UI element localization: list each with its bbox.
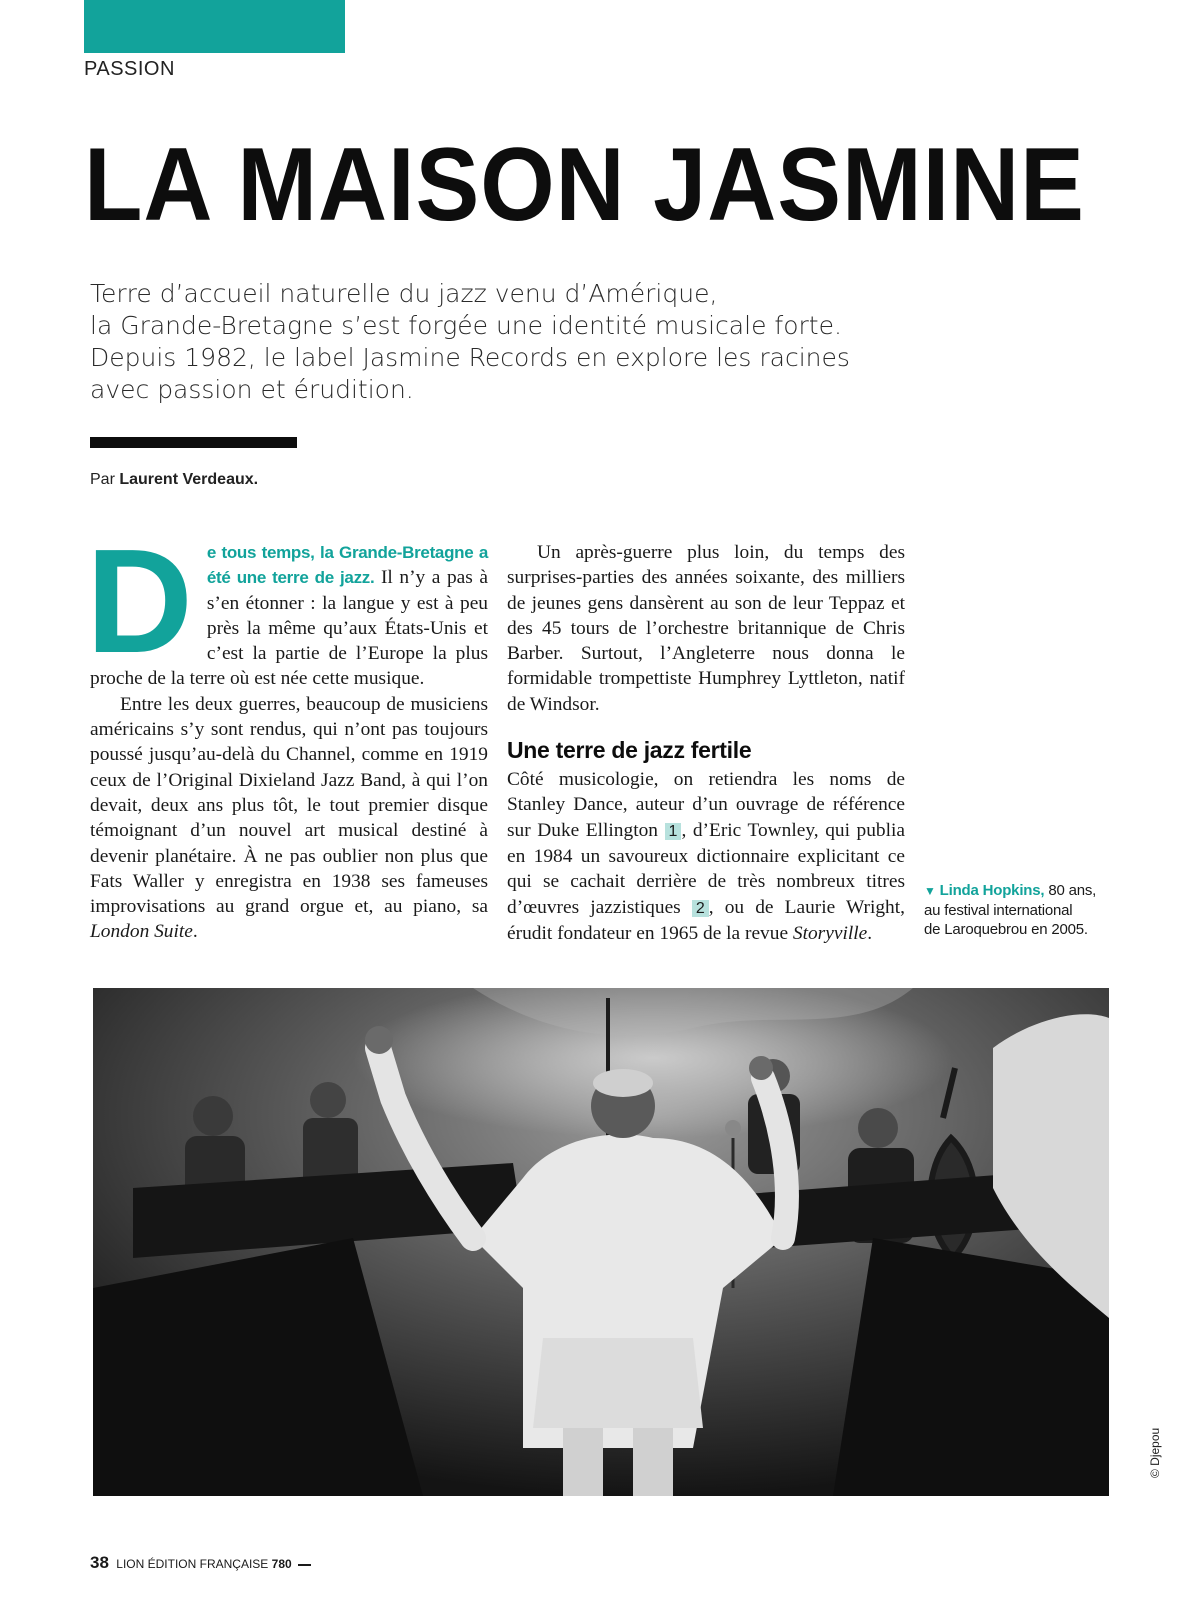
section-label: PASSION (84, 58, 175, 80)
paragraph-text: , d’Eric Townley, qui publia en 1984 un savoureux dictionnaire explicitant ce qui se cachait derrière de très nombreux titres d’œuvres jazzistiques (507, 819, 905, 918)
page-footer (90, 1553, 311, 1573)
magazine-name: LION ÉDITION FRANÇAISE (116, 1557, 269, 1571)
reference-marker-2: 2 (692, 900, 709, 917)
paragraph-text: Il n’y a pas à s’en étonner : la langue y est à peu près la même qu’aux États-Unis et c’est la partie de l’Europe la plus proche de la terre où est née cette musique. (90, 567, 488, 690)
paragraph-end: . (192, 921, 198, 943)
photo-caption (924, 881, 1114, 939)
concert-photo (93, 988, 1109, 1496)
article-title: LA MAISON JASMINE (84, 127, 1085, 243)
caption-triangle-icon: ▼ (924, 884, 936, 898)
paragraph-text: Côté musicologie, on retiendra les noms de Stanley Dance, auteur d’un ouvrage de référence sur Duke Ellington (507, 769, 905, 841)
paragraph-end: . (867, 922, 873, 944)
byline-prefix: Par (90, 471, 115, 488)
paragraph (90, 692, 488, 945)
section-color-bar (84, 0, 345, 53)
paragraph (86, 519, 488, 692)
paragraph: Un après-guerre plus loin, du temps des surprises-parties des années soixante, des milliers de jeunes gens dansèrent au son de leur Teppaz et des 45 tours de l’orchestre britannique de Chris Barber. Surtout, l’Angleterre nous donna le formidable trompettiste Humphrey Lyttleton, natif de Windsor. (507, 542, 905, 715)
page-number: 38 (90, 1553, 109, 1572)
work-title: London Suite (90, 921, 193, 943)
reference-marker-1: 1 (665, 823, 682, 840)
caption-text: au festival international (924, 902, 1073, 919)
standfirst-line: Depuis 1982, le label Jasmine Records en explore les racines (90, 343, 850, 372)
caption-text: 80 ans, (1044, 882, 1097, 899)
drop-cap: D (86, 519, 193, 684)
caption-text: de Laroquebrou en 2005. (924, 921, 1088, 938)
standfirst-line: Terre d’accueil naturelle du jazz venu d’Amérique, (90, 279, 718, 308)
article-standfirst (90, 278, 890, 406)
concert-photo-illustration (93, 988, 1109, 1496)
standfirst-line: avec passion et érudition. (90, 375, 414, 404)
byline (90, 471, 258, 489)
byline-author: Laurent Verdeaux. (119, 471, 259, 488)
title-rule (90, 437, 297, 448)
paragraph-text: , ou de Laurie Wright, érudit fondateur en 1965 de la revue (507, 896, 905, 944)
caption-name: Linda Hopkins, (939, 882, 1045, 899)
lead-in: e tous temps, la Grande-Bretagne a été une terre de jazz. (206, 543, 488, 588)
article-column-1 (86, 519, 488, 945)
magazine-title: Storyville (792, 922, 868, 944)
article-column-2 (507, 540, 905, 946)
paragraph (507, 767, 905, 946)
paragraph-text: Entre les deux guerres, beaucoup de musiciens américains s’y sont rendus, qui n’ont pas toujours poussé jusqu’au-delà du Channel, comme en 1919 ceux de l’Original Dixieland Jazz Band, à qui l’on devait, deux ans plus tôt, le tout premier disque témoignant d’un nouvel art musical destiné à devenir planétaire. À ne pas oublier non plus que Fats Waller y enregistra en 1938 ses fameuses improvisations au grand orgue et, au piano, sa (90, 693, 488, 918)
footer-dash (298, 1564, 311, 1566)
subheading: Une terre de jazz fertile (507, 737, 752, 764)
standfirst-line: la Grande-Bretagne s’est forgée une identité musicale forte. (90, 311, 842, 340)
photo-credit: © Djepou (1148, 1427, 1162, 1478)
issue-number: 780 (271, 1557, 292, 1571)
